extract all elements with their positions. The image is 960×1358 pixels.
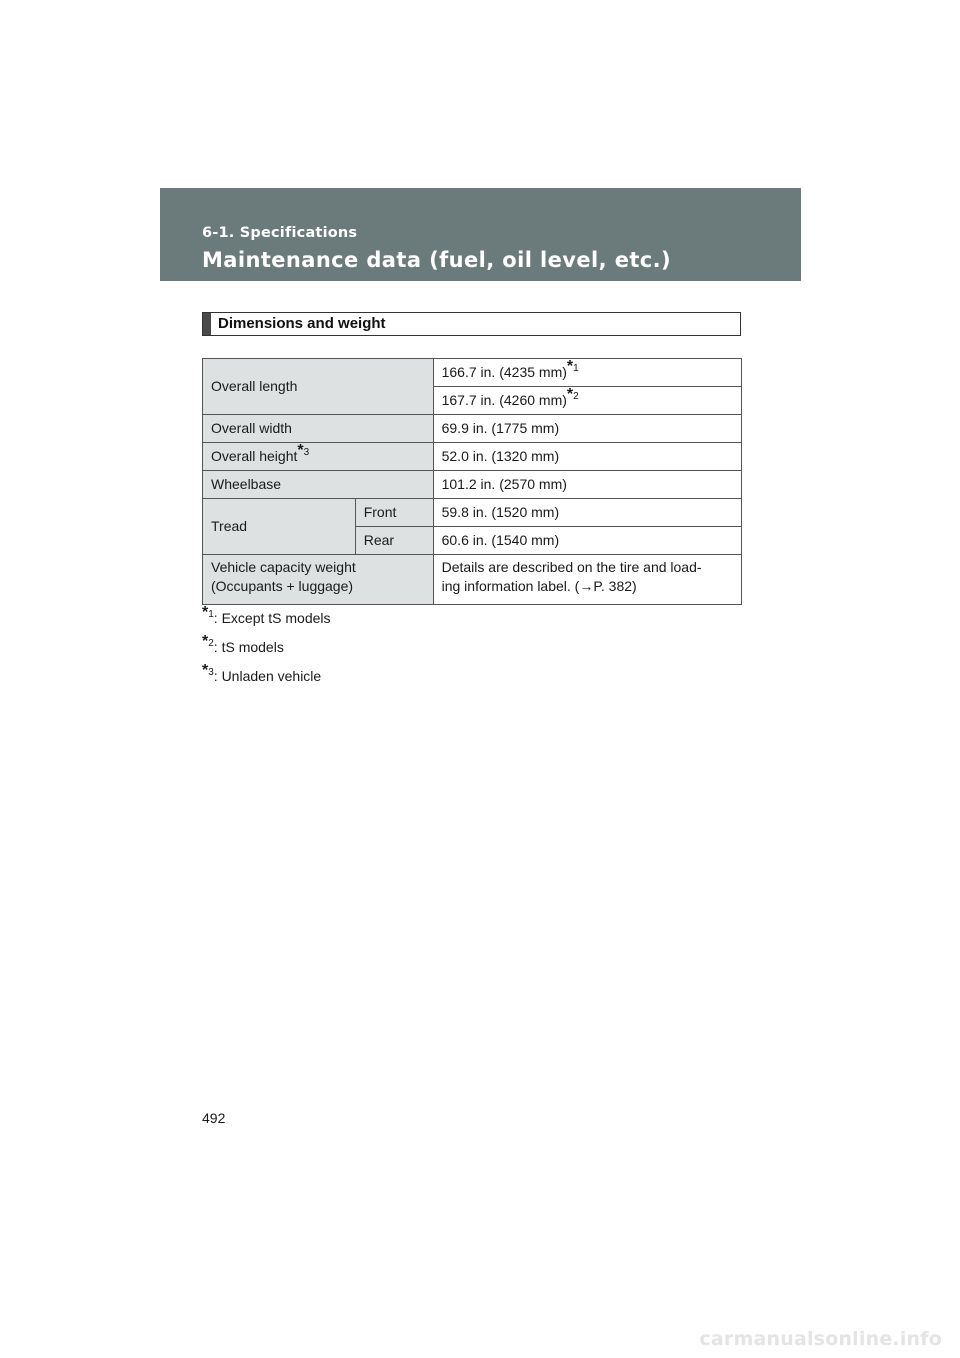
table-row	[203, 471, 742, 499]
table-row	[203, 555, 742, 605]
subsection-marker	[203, 313, 211, 335]
overall-height-value: 52.0 in. (1320 mm)	[433, 443, 741, 471]
overall-height-label: Overall height$^{*3}$	[203, 443, 434, 471]
section-label: 6-1. Specifications	[202, 225, 358, 241]
capacity-weight-value: Details are described on the tire and load- ing information label. (→P. 382)	[433, 555, 741, 605]
subsection-heading	[202, 312, 741, 336]
footnote-1: $^{*1}$: Except tS models	[202, 604, 331, 626]
overall-width-label: Overall width	[203, 415, 434, 443]
table-row	[203, 443, 742, 471]
overall-length-label: Overall length	[203, 359, 434, 415]
page-title: Maintenance data (fuel, oil level, etc.)	[202, 248, 672, 272]
footnote-3: $^{*3}$: Unladen vehicle	[202, 662, 322, 684]
subsection-title: Dimensions and weight	[218, 315, 386, 332]
dimensions-table	[202, 358, 742, 605]
tread-rear-value: 60.6 in. (1540 mm)	[433, 527, 741, 555]
chapter-header	[160, 188, 801, 281]
tread-front-label: Front	[355, 499, 433, 527]
wheelbase-value: 101.2 in. (2570 mm)	[433, 471, 741, 499]
wheelbase-label: Wheelbase	[203, 471, 434, 499]
arrow-right-icon: →	[579, 578, 594, 594]
footnote-2: $^{*2}$: tS models	[202, 633, 284, 655]
tread-label: Tread	[203, 499, 356, 555]
overall-width-value: 69.9 in. (1775 mm)	[433, 415, 741, 443]
page-number: 492	[202, 1110, 226, 1126]
table-row	[203, 415, 742, 443]
tread-rear-label: Rear	[355, 527, 433, 555]
tread-front-value: 59.8 in. (1520 mm)	[433, 499, 741, 527]
site-watermark: carmanualsonline.info	[699, 1328, 942, 1350]
overall-length-value-2: 167.7 in. (4260 mm)$^{*2}$	[433, 387, 741, 415]
table-row	[203, 359, 742, 387]
capacity-weight-label: Vehicle capacity weight (Occupants + luggage)	[203, 555, 434, 605]
overall-length-value-1: 166.7 in. (4235 mm)$^{*1}$	[433, 359, 741, 387]
table-row	[203, 499, 742, 527]
